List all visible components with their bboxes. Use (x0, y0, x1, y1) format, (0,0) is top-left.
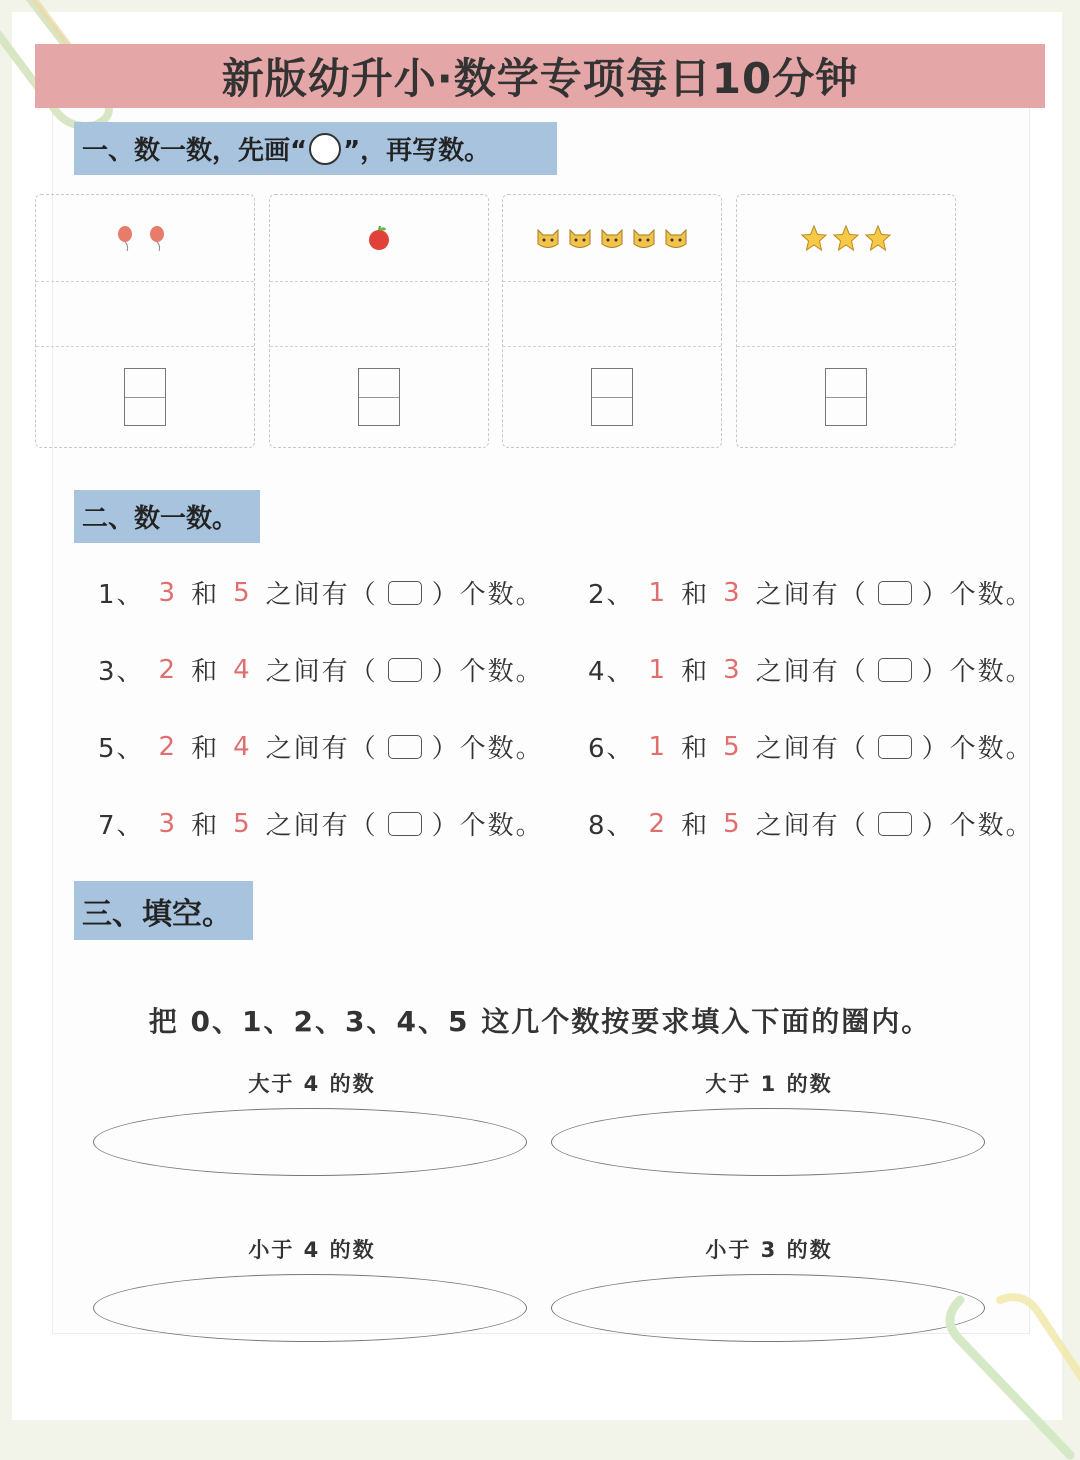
card-icons (503, 195, 721, 282)
question-number-b: 5 (723, 731, 742, 762)
count-card (35, 194, 255, 448)
cat-face-icon (662, 224, 690, 252)
answer-oval[interactable] (551, 1274, 985, 1342)
question-number: 7、 (98, 811, 145, 841)
apple-icon (365, 224, 393, 252)
count-card (736, 194, 956, 448)
card-icons (36, 195, 254, 282)
answer-box[interactable] (878, 581, 912, 605)
answer-oval[interactable] (93, 1108, 527, 1176)
circle-icon (309, 133, 341, 165)
cat-face-icon (566, 224, 594, 252)
circle-drawing-area[interactable] (36, 282, 254, 347)
question-suffix: ）个数。 (921, 580, 1034, 610)
count-card (269, 194, 489, 448)
question-number-b: 5 (233, 808, 252, 839)
question-item (588, 651, 1034, 688)
question-item (588, 574, 1034, 611)
question-connector: 和 (191, 657, 220, 687)
answer-box[interactable] (878, 812, 912, 836)
balloon-icon (115, 224, 143, 252)
question-number: 2、 (588, 580, 635, 610)
question-number-a: 2 (158, 731, 178, 762)
section1-heading (74, 122, 557, 175)
answer-box[interactable] (878, 735, 912, 759)
paperclip-decoration-bottom-right (930, 1280, 1080, 1460)
question-number-a: 2 (648, 808, 668, 839)
question-number-b: 5 (723, 808, 742, 839)
question-suffix: ）个数。 (431, 811, 544, 841)
answer-box[interactable] (388, 812, 422, 836)
circle-drawing-area[interactable] (503, 282, 721, 347)
oval-label: 小于 4 的数 (248, 1238, 376, 1262)
cat-face-icon (534, 224, 562, 252)
question-suffix: ）个数。 (921, 657, 1034, 687)
question-middle: 之间有（ (265, 811, 378, 841)
section1-heading-post: ”，再写数。 (343, 136, 491, 166)
card-icons (270, 195, 488, 282)
question-item (588, 805, 1034, 842)
oval-label: 小于 3 的数 (705, 1238, 833, 1262)
balloon-icon (147, 224, 175, 252)
section2-heading: 二、数一数。 (74, 490, 260, 543)
question-number-a: 1 (648, 654, 668, 685)
question-number-b: 4 (233, 654, 252, 685)
question-number: 8、 (588, 811, 635, 841)
oval-label: 大于 1 的数 (705, 1072, 833, 1096)
question-connector: 和 (681, 580, 710, 610)
fill-instruction: 把 0、1、2、3、4、5 这几个数按要求填入下面的圈内。 (148, 1005, 932, 1038)
question-number-a: 3 (158, 577, 178, 608)
question-number-a: 2 (158, 654, 178, 685)
question-number-b: 3 (723, 577, 742, 608)
question-suffix: ）个数。 (431, 657, 544, 687)
card-icons (737, 195, 955, 282)
question-connector: 和 (681, 734, 710, 764)
page-title: 新版幼升小·数学专项每日10分钟 (35, 44, 1045, 108)
question-suffix: ）个数。 (431, 580, 544, 610)
question-number: 1、 (98, 580, 145, 610)
question-connector: 和 (191, 580, 220, 610)
answer-box[interactable] (124, 368, 166, 426)
question-suffix: ）个数。 (921, 734, 1034, 764)
count-card (502, 194, 722, 448)
question-middle: 之间有（ (265, 657, 378, 687)
answer-oval[interactable] (93, 1274, 527, 1342)
question-suffix: ）个数。 (921, 811, 1034, 841)
question-connector: 和 (191, 734, 220, 764)
question-middle: 之间有（ (755, 734, 868, 764)
section1-heading-pre: 一、数一数，先画“ (82, 136, 308, 166)
question-number-b: 4 (233, 731, 252, 762)
question-item (98, 651, 544, 688)
question-connector: 和 (681, 657, 710, 687)
answer-box[interactable] (878, 658, 912, 682)
answer-box[interactable] (591, 368, 633, 426)
question-middle: 之间有（ (265, 580, 378, 610)
question-connector: 和 (681, 811, 710, 841)
question-number: 4、 (588, 657, 635, 687)
answer-oval[interactable] (551, 1108, 985, 1176)
question-middle: 之间有（ (755, 811, 868, 841)
question-item (98, 574, 544, 611)
question-suffix: ）个数。 (431, 734, 544, 764)
question-number: 6、 (588, 734, 635, 764)
circle-drawing-area[interactable] (737, 282, 955, 347)
question-item (588, 728, 1034, 765)
oval-label: 大于 4 的数 (248, 1072, 376, 1096)
answer-box[interactable] (388, 581, 422, 605)
question-number-b: 5 (233, 577, 252, 608)
question-item (98, 805, 544, 842)
question-number-a: 3 (158, 808, 178, 839)
question-number: 3、 (98, 657, 145, 687)
question-middle: 之间有（ (755, 657, 868, 687)
question-middle: 之间有（ (755, 580, 868, 610)
answer-box[interactable] (358, 368, 400, 426)
star-icon (832, 224, 860, 252)
answer-box[interactable] (388, 658, 422, 682)
question-connector: 和 (191, 811, 220, 841)
question-middle: 之间有（ (265, 734, 378, 764)
question-number-b: 3 (723, 654, 742, 685)
section3-heading: 三、填空。 (74, 881, 253, 940)
circle-drawing-area[interactable] (270, 282, 488, 347)
cat-face-icon (630, 224, 658, 252)
answer-box[interactable] (825, 368, 867, 426)
cat-face-icon (598, 224, 626, 252)
question-number-a: 1 (648, 731, 668, 762)
star-icon (800, 224, 828, 252)
answer-box[interactable] (388, 735, 422, 759)
question-number-a: 1 (648, 577, 668, 608)
question-number: 5、 (98, 734, 145, 764)
question-item (98, 728, 544, 765)
star-icon (864, 224, 892, 252)
